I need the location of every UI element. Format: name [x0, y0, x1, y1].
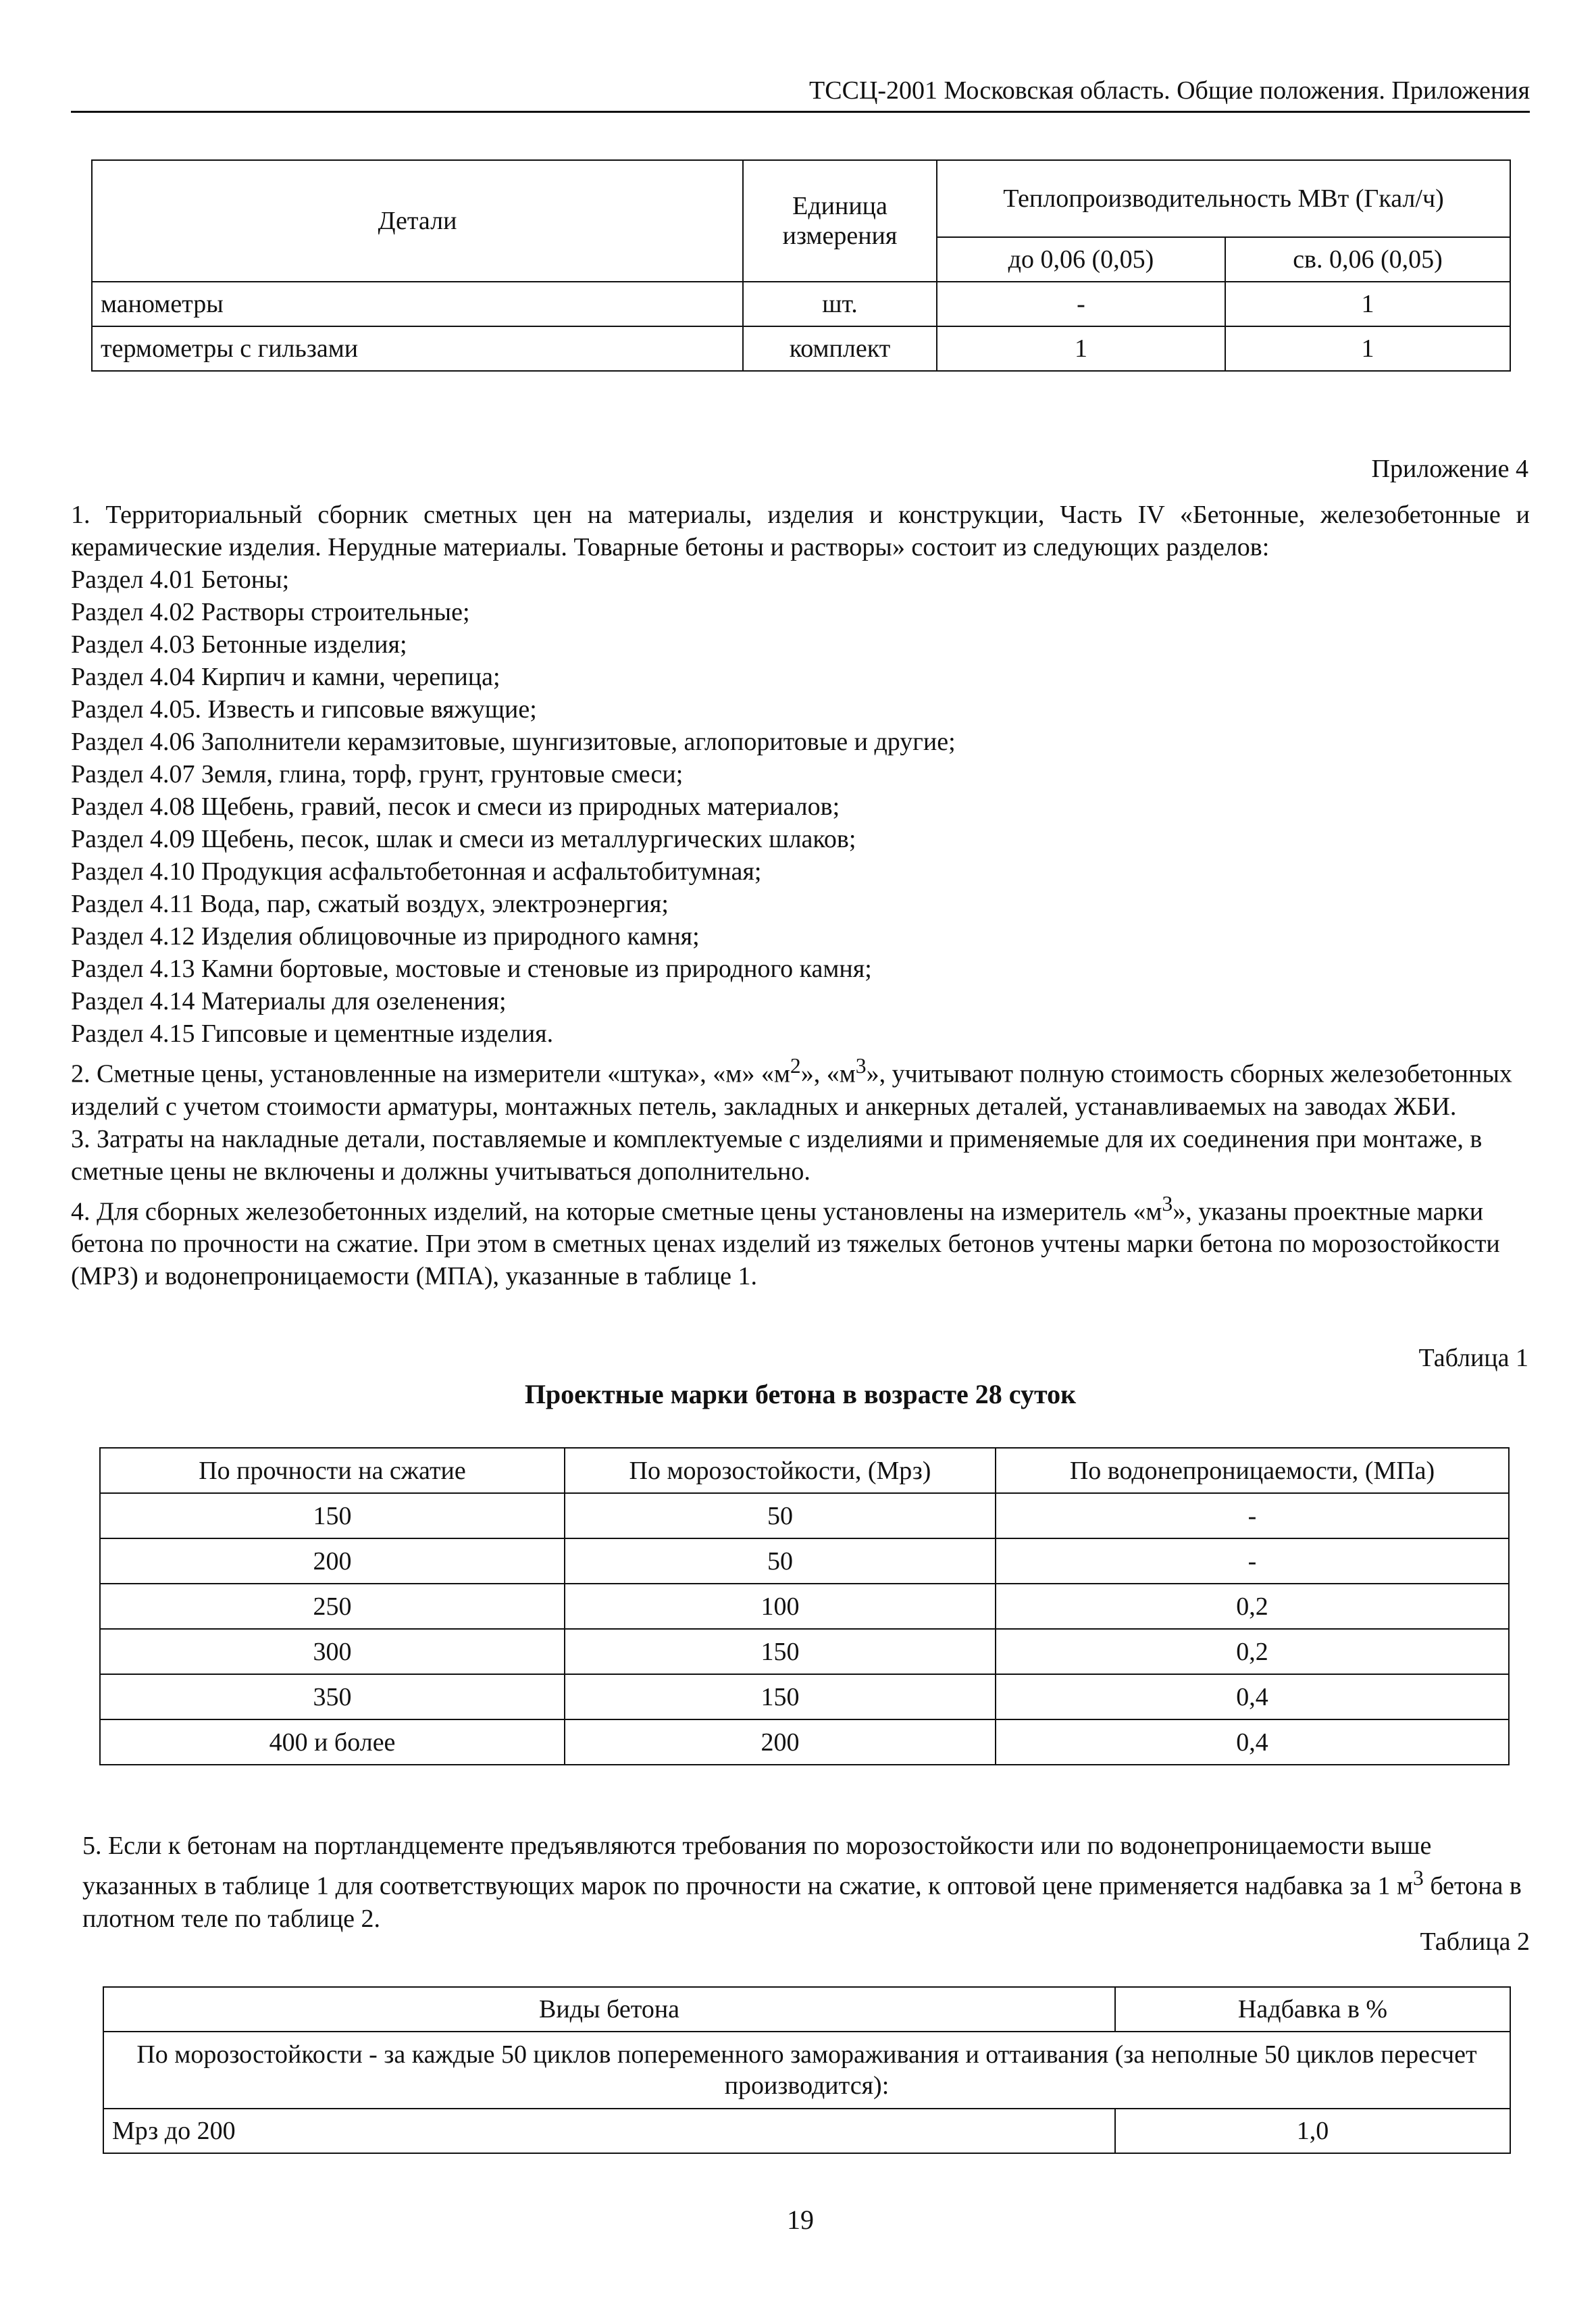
cell-v2: 1	[1225, 282, 1510, 326]
table1-label: Таблица 1	[1418, 1344, 1528, 1372]
paragraph-5-part: бетона в плотном теле по таблице 2.	[82, 1871, 1522, 1933]
col-unit-header: Единица измерения	[743, 160, 937, 282]
cell: 300	[100, 1629, 565, 1674]
paragraph-3: 3. Затраты на накладные детали, поставляемые и комплектуемые с изделиями и применяемые для их соединения при монтаже, в сметные цены не включены и должны учитываться дополнительно.	[71, 1124, 1483, 1186]
cell: 350	[100, 1674, 565, 1719]
cell: 50	[565, 1493, 996, 1538]
section-item: Раздел 4.13 Камни бортовые, мостовые и стеновые из природного камня;	[71, 955, 872, 983]
cell: 150	[100, 1493, 565, 1538]
section-item: Раздел 4.05. Известь и гипсовые вяжущие;	[71, 695, 537, 724]
cell-name: манометры	[92, 282, 743, 326]
cell: 250	[100, 1584, 565, 1629]
col-sub1-header: до 0,06 (0,05)	[937, 237, 1225, 282]
section-item: Раздел 4.12 Изделия облицовочные из природного камня;	[71, 922, 700, 951]
table-row	[100, 1493, 1509, 1538]
paragraph-2-part: », учитывают полную стоимость сборных железобетонных изделий с учетом стоимости арматуры, монтажных петель, закладных и анкерных деталей, устанавливаемых на заводах ЖБИ.	[71, 1059, 1512, 1121]
cell: 200	[100, 1538, 565, 1584]
table-row	[100, 1629, 1509, 1674]
cell: 0,4	[996, 1674, 1509, 1719]
col-sub2-header: св. 0,06 (0,05)	[1225, 237, 1510, 282]
cell-v1: -	[937, 282, 1225, 326]
paragraph-1: 1. Территориальный сборник сметных цен на материалы, изделия и конструкции, Часть IV «Бетонные, железобетонные и керамические изделия. Нерудные материалы. Товарные бетоны и растворы» состоит из следующих разделов:	[71, 501, 1530, 561]
header-rule	[71, 111, 1530, 113]
table-row	[92, 326, 1510, 371]
paragraph-4-part: 4. Для сборных железобетонных изделий, на которые сметные цены установлены на измеритель «м	[71, 1197, 1162, 1226]
paragraph-2	[71, 1050, 1530, 1123]
appendix-label: Приложение 4	[1371, 455, 1528, 483]
table-row	[100, 1538, 1509, 1584]
running-header: ТССЦ-2001 Московская область. Общие положения. Приложения	[809, 76, 1530, 105]
body-text	[71, 499, 1530, 1292]
section-item: Раздел 4.03 Бетонные изделия;	[71, 630, 407, 659]
section-item: Раздел 4.06 Заполнители керамзитовые, шунгизитовые, аглопоритовые и другие;	[71, 728, 956, 756]
col-type-header: Виды бетона	[103, 1987, 1115, 2032]
cell: Мрз до 200	[103, 2109, 1115, 2153]
cell: 0,2	[996, 1584, 1509, 1629]
col-details-header: Детали	[92, 160, 743, 282]
cell: 400 и более	[100, 1719, 565, 1765]
cell-v2: 1	[1225, 326, 1510, 371]
section-item: Раздел 4.09 Щебень, песок, шлак и смеси из металлургических шлаков;	[71, 825, 856, 853]
col-water-header: По водонепроницаемости, (МПа)	[996, 1448, 1509, 1493]
col-frost-header: По морозостойкости, (Мрз)	[565, 1448, 996, 1493]
cell: 200	[565, 1719, 996, 1765]
section-item: Раздел 4.07 Земля, глина, торф, грунт, грунтовые смеси;	[71, 760, 684, 788]
cell: 0,4	[996, 1719, 1509, 1765]
group-row: По морозостойкости - за каждые 50 циклов попеременного замораживания и оттаивания (за неполные 50 циклов пересчет производится):	[103, 2032, 1510, 2109]
cell-unit: шт.	[743, 282, 937, 326]
page-number: 19	[787, 2205, 814, 2235]
cell: 100	[565, 1584, 996, 1629]
cell: 50	[565, 1538, 996, 1584]
col-strength-header: По прочности на сжатие	[100, 1448, 565, 1493]
table-row	[100, 1674, 1509, 1719]
concrete-grades-table	[99, 1447, 1510, 1765]
section-item: Раздел 4.08 Щебень, гравий, песок и смеси из природных материалов;	[71, 793, 840, 821]
table-row	[103, 2109, 1510, 2153]
section-item: Раздел 4.01 Бетоны;	[71, 565, 290, 594]
paragraph-5	[82, 1830, 1528, 1935]
cell-v1: 1	[937, 326, 1225, 371]
paragraph-2-part: », «м	[800, 1059, 856, 1088]
cell: -	[996, 1493, 1509, 1538]
table-row	[92, 282, 1510, 326]
surcharge-table	[103, 1986, 1511, 2154]
cell: 0,2	[996, 1629, 1509, 1674]
heat-output-table	[91, 159, 1511, 372]
superscript: 2	[790, 1054, 801, 1078]
paragraph-5-part: 5. Если к бетонам на портландцементе предъявляются требования по морозостойкости или по водонепроницаемости выше указанных в таблице 1 для соответствующих марок по прочности на сжатие, к оптовой цене применяется надбавка за 1 м	[82, 1832, 1432, 1901]
cell-name: термометры с гильзами	[92, 326, 743, 371]
section-item: Раздел 4.15 Гипсовые и цементные изделия.	[71, 1020, 554, 1048]
cell: -	[996, 1538, 1509, 1584]
cell: 150	[565, 1629, 996, 1674]
cell: 150	[565, 1674, 996, 1719]
cell-unit: комплект	[743, 326, 937, 371]
paragraph-2-part: 2. Сметные цены, установленные на измерители «штука», «м» «м	[71, 1059, 790, 1088]
table1-title: Проектные марки бетона в возрасте 28 суток	[524, 1379, 1077, 1409]
table-row	[100, 1584, 1509, 1629]
col-heat-header: Теплопроизводительность МВт (Гкал/ч)	[937, 160, 1510, 237]
table-row	[100, 1719, 1509, 1765]
section-item: Раздел 4.14 Материалы для озеленения;	[71, 987, 507, 1015]
section-item: Раздел 4.04 Кирпич и камни, черепица;	[71, 663, 500, 691]
superscript: 3	[855, 1054, 867, 1078]
table2-label: Таблица 2	[1420, 1928, 1530, 1956]
section-item: Раздел 4.11 Вода, пар, сжатый воздух, электроэнергия;	[71, 890, 669, 918]
col-surcharge-header: Надбавка в %	[1115, 1987, 1510, 2032]
paragraph-4-part: », указаны проектные марки бетона по прочности на сжатие. При этом в сметных ценах изделий из тяжелых бетонов учтены марки бетона по морозостойкости (МРЗ) и водонепроницаемости (МПА), указанные в таблице 1.	[71, 1197, 1500, 1291]
paragraph-4	[71, 1188, 1530, 1293]
cell: 1,0	[1115, 2109, 1510, 2153]
superscript: 3	[1413, 1866, 1424, 1890]
section-item: Раздел 4.10 Продукция асфальтобетонная и асфальтобитумная;	[71, 857, 762, 886]
section-item: Раздел 4.02 Растворы строительные;	[71, 598, 470, 626]
superscript: 3	[1162, 1191, 1173, 1215]
